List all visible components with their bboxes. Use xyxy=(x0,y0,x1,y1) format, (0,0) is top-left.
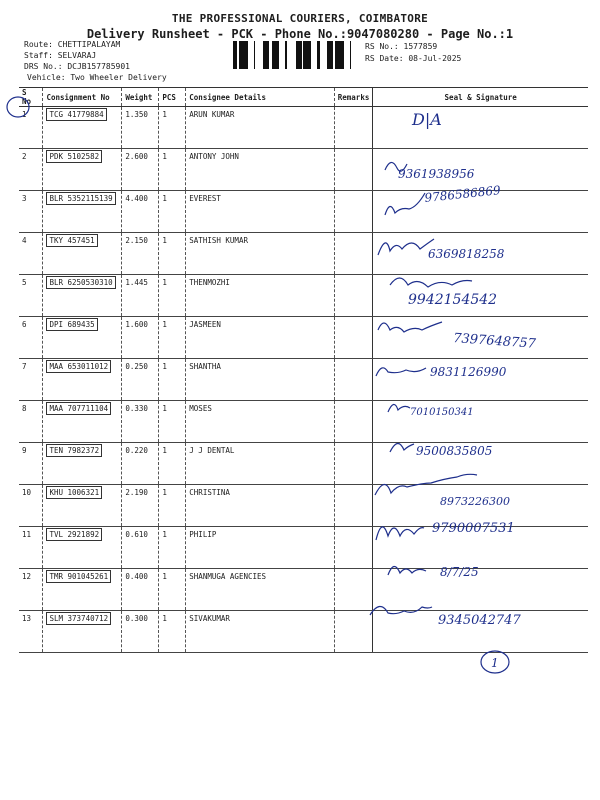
sig-date-12: 8/7/25 xyxy=(440,565,479,579)
cell-pcs xyxy=(159,233,186,275)
cell-consignee xyxy=(186,107,334,149)
cell-consignment-no-text: BLR 6250530310 xyxy=(46,276,115,289)
cell-sno xyxy=(19,485,43,527)
cell-consignment-no xyxy=(43,107,122,149)
cell-consignment-no xyxy=(43,275,122,317)
cell-sno xyxy=(19,611,43,653)
cell-consignee-text: THENMOZHI xyxy=(189,278,230,287)
cell-consignment-no-text: TMR 901045261 xyxy=(46,570,111,583)
cell-sno-text: 2 xyxy=(22,152,27,161)
cell-consignee-text: PHILIP xyxy=(189,530,217,539)
col-remarks: Remarks xyxy=(334,88,373,107)
col-consignee: Consignee Details xyxy=(186,88,334,107)
col-weight: Weight xyxy=(122,88,159,107)
cell-pcs xyxy=(159,359,186,401)
cell-sno xyxy=(19,191,43,233)
cell-consignment-no-text: BLR 5352115139 xyxy=(46,192,115,205)
col-sno: S No xyxy=(19,88,43,107)
cell-sno xyxy=(19,443,43,485)
cell-remarks xyxy=(334,443,373,485)
table-row xyxy=(19,317,588,359)
cell-remarks xyxy=(334,107,373,149)
cell-signature xyxy=(373,191,588,233)
cell-consignment-no xyxy=(43,485,122,527)
barcode-bar xyxy=(339,41,341,69)
sig-phone-2: 9361938956 xyxy=(398,167,475,181)
cell-consignment-no-text: DPI 689435 xyxy=(46,318,97,331)
cell-consignment-no-text: PDK 5102582 xyxy=(46,150,102,163)
cell-weight xyxy=(122,191,159,233)
cell-signature xyxy=(373,611,588,653)
cell-weight-text: 1.350 xyxy=(125,110,148,119)
barcode-bar xyxy=(305,41,308,69)
cell-consignee-text: SIVAKUMAR xyxy=(189,614,230,623)
cell-signature xyxy=(373,317,588,359)
cell-pcs xyxy=(159,569,186,611)
cell-pcs-text: 1 xyxy=(162,614,167,623)
barcode-bar xyxy=(309,41,311,69)
cell-remarks xyxy=(334,611,373,653)
cell-sno xyxy=(19,149,43,191)
cell-consignment-no xyxy=(43,443,122,485)
cell-pcs-text: 1 xyxy=(162,236,167,245)
cell-pcs-text: 1 xyxy=(162,572,167,581)
col-pcs: PCS xyxy=(159,88,186,107)
cell-pcs xyxy=(159,485,186,527)
cell-remarks xyxy=(334,233,373,275)
cell-consignment-no-text: TEN 7982372 xyxy=(46,444,102,457)
sig-phone-13: 9345042747 xyxy=(438,613,521,628)
barcode-bar xyxy=(263,41,266,69)
col-signature: Seal & Signature xyxy=(373,88,588,107)
cell-weight xyxy=(122,233,159,275)
cell-pcs xyxy=(159,611,186,653)
barcode-bar xyxy=(245,41,248,69)
cell-consignment-no-text: TCG 41779884 xyxy=(46,108,106,121)
cell-weight-text: 2.190 xyxy=(125,488,148,497)
cell-consignee-text: EVEREST xyxy=(189,194,221,203)
cell-consignee-text: J J DENTAL xyxy=(189,446,235,455)
cell-consignee xyxy=(186,191,334,233)
barcode-bar xyxy=(296,41,297,69)
cell-remarks xyxy=(334,149,373,191)
cell-sno-text: 7 xyxy=(22,362,27,371)
cell-weight xyxy=(122,359,159,401)
barcode-bar xyxy=(243,41,245,69)
company-name: THE PROFESSIONAL COURIERS, COIMBATORE xyxy=(171,12,429,25)
cell-weight-text: 0.400 xyxy=(125,572,148,581)
cell-consignment-no-text: TVL 2921892 xyxy=(46,528,102,541)
cell-consignment-no-text: MAA 653011012 xyxy=(46,360,111,373)
barcode xyxy=(233,41,351,69)
rs-date: RS Date: 08-Jul-2025 xyxy=(365,54,462,63)
barcode-bar xyxy=(275,41,278,69)
cell-sno-text: 3 xyxy=(22,194,27,203)
cell-pcs-text: 1 xyxy=(162,362,167,371)
barcode-bar xyxy=(335,41,338,69)
cell-consignee xyxy=(186,317,334,359)
barcode-bar xyxy=(317,41,320,69)
cell-signature xyxy=(373,107,588,149)
cell-consignee-text: SHANTHA xyxy=(189,362,221,371)
cell-signature xyxy=(373,527,588,569)
route: Route: CHETTIPALAYAM xyxy=(24,40,121,49)
cell-remarks xyxy=(334,527,373,569)
table-row xyxy=(19,275,588,317)
barcode-bar xyxy=(327,41,329,69)
cell-pcs xyxy=(159,401,186,443)
barcode-bar xyxy=(233,41,236,69)
table-row xyxy=(19,359,588,401)
cell-weight xyxy=(122,443,159,485)
barcode-bar xyxy=(267,41,269,69)
vehicle: Vehicle: Two Wheeler Delivery xyxy=(27,73,167,82)
sig-phone-4: 6369818258 xyxy=(428,247,505,261)
runsheet-title: Delivery Runsheet - PCK - Phone No.:9047080280 - Page No.:1 xyxy=(86,27,514,41)
cell-sno-text: 1 xyxy=(22,110,27,119)
cell-consignment-no-text: KHU 1006321 xyxy=(46,486,102,499)
cell-sno xyxy=(19,317,43,359)
cell-weight xyxy=(122,401,159,443)
barcode-bar xyxy=(329,41,332,69)
cell-weight xyxy=(122,485,159,527)
sig-phone-11: 9790007531 xyxy=(432,521,515,536)
table-row xyxy=(19,401,588,443)
barcode-bar xyxy=(266,41,267,69)
cell-weight-text: 0.610 xyxy=(125,530,148,539)
cell-sno-text: 13 xyxy=(22,614,32,623)
cell-consignment-no xyxy=(43,317,122,359)
cell-pcs-text: 1 xyxy=(162,110,167,119)
delivery-dia: D|A xyxy=(412,110,442,129)
table-row xyxy=(19,569,588,611)
cell-consignment-no-text: SLM 373740712 xyxy=(46,612,111,625)
barcode-bar xyxy=(297,41,299,69)
cell-consignee xyxy=(186,569,334,611)
cell-weight xyxy=(122,317,159,359)
cell-weight-text: 1.445 xyxy=(125,278,148,287)
cell-pcs-text: 1 xyxy=(162,278,167,287)
cell-consignment-no xyxy=(43,149,122,191)
cell-consignment-no xyxy=(43,359,122,401)
cell-sno-text: 4 xyxy=(22,236,27,245)
cell-pcs xyxy=(159,191,186,233)
cell-consignment-no xyxy=(43,401,122,443)
cell-sno xyxy=(19,527,43,569)
cell-weight-text: 2.600 xyxy=(125,152,148,161)
barcode-bar xyxy=(338,41,339,69)
cell-consignee xyxy=(186,233,334,275)
rs-number: RS No.: 1577859 xyxy=(365,42,438,51)
cell-weight xyxy=(122,569,159,611)
barcode-bar xyxy=(242,41,243,69)
cell-signature xyxy=(373,359,588,401)
barcode-bar xyxy=(350,41,351,69)
cell-signature xyxy=(373,275,588,317)
cell-sno xyxy=(19,107,43,149)
cell-weight xyxy=(122,107,159,149)
sig-phone-8: 7010150341 xyxy=(410,407,474,418)
sig-phone-5: 9942154542 xyxy=(408,292,498,308)
barcode-bar xyxy=(236,41,237,69)
cell-consignment-no xyxy=(43,611,122,653)
cell-weight xyxy=(122,275,159,317)
cell-consignee xyxy=(186,611,334,653)
cell-weight-text: 2.150 xyxy=(125,236,148,245)
cell-consignee-text: CHRISTINA xyxy=(189,488,230,497)
cell-consignee xyxy=(186,149,334,191)
table-row xyxy=(19,443,588,485)
cell-sno xyxy=(19,275,43,317)
cell-pcs-text: 1 xyxy=(162,194,167,203)
cell-pcs xyxy=(159,443,186,485)
cell-sno-text: 11 xyxy=(22,530,32,539)
cell-consignment-no xyxy=(43,527,122,569)
cell-signature xyxy=(373,149,588,191)
cell-signature xyxy=(373,401,588,443)
cell-remarks xyxy=(334,401,373,443)
cell-remarks xyxy=(334,569,373,611)
cell-signature xyxy=(373,485,588,527)
cell-weight xyxy=(122,149,159,191)
table-row xyxy=(19,149,588,191)
cell-signature xyxy=(373,443,588,485)
cell-weight xyxy=(122,611,159,653)
cell-pcs xyxy=(159,149,186,191)
cell-consignment-no xyxy=(43,191,122,233)
table-row xyxy=(19,527,588,569)
sig-phone-3: 9786586869 xyxy=(423,183,502,205)
barcode-bar xyxy=(273,41,275,69)
runsheet-table xyxy=(19,87,588,653)
sig-phone-9: 9500835805 xyxy=(416,444,493,458)
cell-consignee xyxy=(186,527,334,569)
barcode-bar xyxy=(254,41,255,69)
cell-remarks xyxy=(334,317,373,359)
cell-pcs xyxy=(159,317,186,359)
cell-sno-text: 8 xyxy=(22,404,27,413)
cell-pcs-text: 1 xyxy=(162,446,167,455)
barcode-bar xyxy=(299,41,302,69)
cell-consignee xyxy=(186,275,334,317)
cell-pcs xyxy=(159,275,186,317)
cell-sno xyxy=(19,359,43,401)
col-consignment: Consignment No xyxy=(43,88,122,107)
cell-weight xyxy=(122,527,159,569)
table-row xyxy=(19,233,588,275)
barcode-bar xyxy=(308,41,309,69)
barcode-bar xyxy=(239,41,242,69)
cell-weight-text: 4.400 xyxy=(125,194,148,203)
barcode-bar xyxy=(278,41,279,69)
cell-sno-text: 6 xyxy=(22,320,27,329)
cell-weight-text: 0.300 xyxy=(125,614,148,623)
cell-weight-text: 0.220 xyxy=(125,446,148,455)
cell-signature xyxy=(373,233,588,275)
cell-sno-text: 10 xyxy=(22,488,32,497)
cell-sno-text: 12 xyxy=(22,572,32,581)
cell-consignee-text: ANTONY JOHN xyxy=(189,152,239,161)
table-row xyxy=(19,611,588,653)
cell-remarks xyxy=(334,275,373,317)
barcode-bar xyxy=(272,41,273,69)
sig-phone-10: 8973226300 xyxy=(440,495,510,508)
cell-pcs-text: 1 xyxy=(162,320,167,329)
table-row xyxy=(19,485,588,527)
drs-number: DRS No.: DCJB157785901 xyxy=(24,62,130,71)
table-header xyxy=(19,88,588,107)
page-circle-mark xyxy=(481,651,509,673)
cell-remarks xyxy=(334,359,373,401)
cell-consignee-text: SATHISH KUMAR xyxy=(189,236,248,245)
cell-sno xyxy=(19,233,43,275)
cell-signature xyxy=(373,569,588,611)
cell-consignee-text: MOSES xyxy=(189,404,212,413)
cell-consignee-text: JASMEEN xyxy=(189,320,221,329)
barcode-bar xyxy=(341,41,344,69)
cell-sno-text: 5 xyxy=(22,278,27,287)
barcode-bar xyxy=(332,41,333,69)
cell-sno-text: 9 xyxy=(22,446,27,455)
cell-remarks xyxy=(334,485,373,527)
cell-consignment-no xyxy=(43,233,122,275)
barcode-bar xyxy=(303,41,305,69)
cell-consignee-text: SHANMUGA AGENCIES xyxy=(189,572,267,581)
cell-consignee xyxy=(186,443,334,485)
cell-consignment-no xyxy=(43,569,122,611)
cell-consignee xyxy=(186,401,334,443)
cell-consignee-text: ARUN KUMAR xyxy=(189,110,235,119)
barcode-bar xyxy=(285,41,287,69)
cell-consignee xyxy=(186,359,334,401)
sig-phone-6: 7397648757 xyxy=(452,331,537,352)
page-marker: 1 xyxy=(491,656,499,670)
cell-sno xyxy=(19,569,43,611)
cell-consignment-no-text: TKY 457451 xyxy=(46,234,97,247)
cell-pcs-text: 1 xyxy=(162,530,167,539)
cell-pcs xyxy=(159,527,186,569)
table-row xyxy=(19,191,588,233)
cell-pcs-text: 1 xyxy=(162,488,167,497)
sig-phone-7: 9831126990 xyxy=(430,365,507,379)
cell-consignee xyxy=(186,485,334,527)
table-row xyxy=(19,107,588,149)
staff: Staff: SELVARAJ xyxy=(24,51,97,60)
cell-remarks xyxy=(334,191,373,233)
cell-pcs xyxy=(159,107,186,149)
cell-weight-text: 0.330 xyxy=(125,404,148,413)
cell-pcs-text: 1 xyxy=(162,404,167,413)
cell-weight-text: 1.600 xyxy=(125,320,148,329)
cell-weight-text: 0.250 xyxy=(125,362,148,371)
cell-consignment-no-text: MAA 707711104 xyxy=(46,402,111,415)
cell-sno xyxy=(19,401,43,443)
cell-pcs-text: 1 xyxy=(162,152,167,161)
